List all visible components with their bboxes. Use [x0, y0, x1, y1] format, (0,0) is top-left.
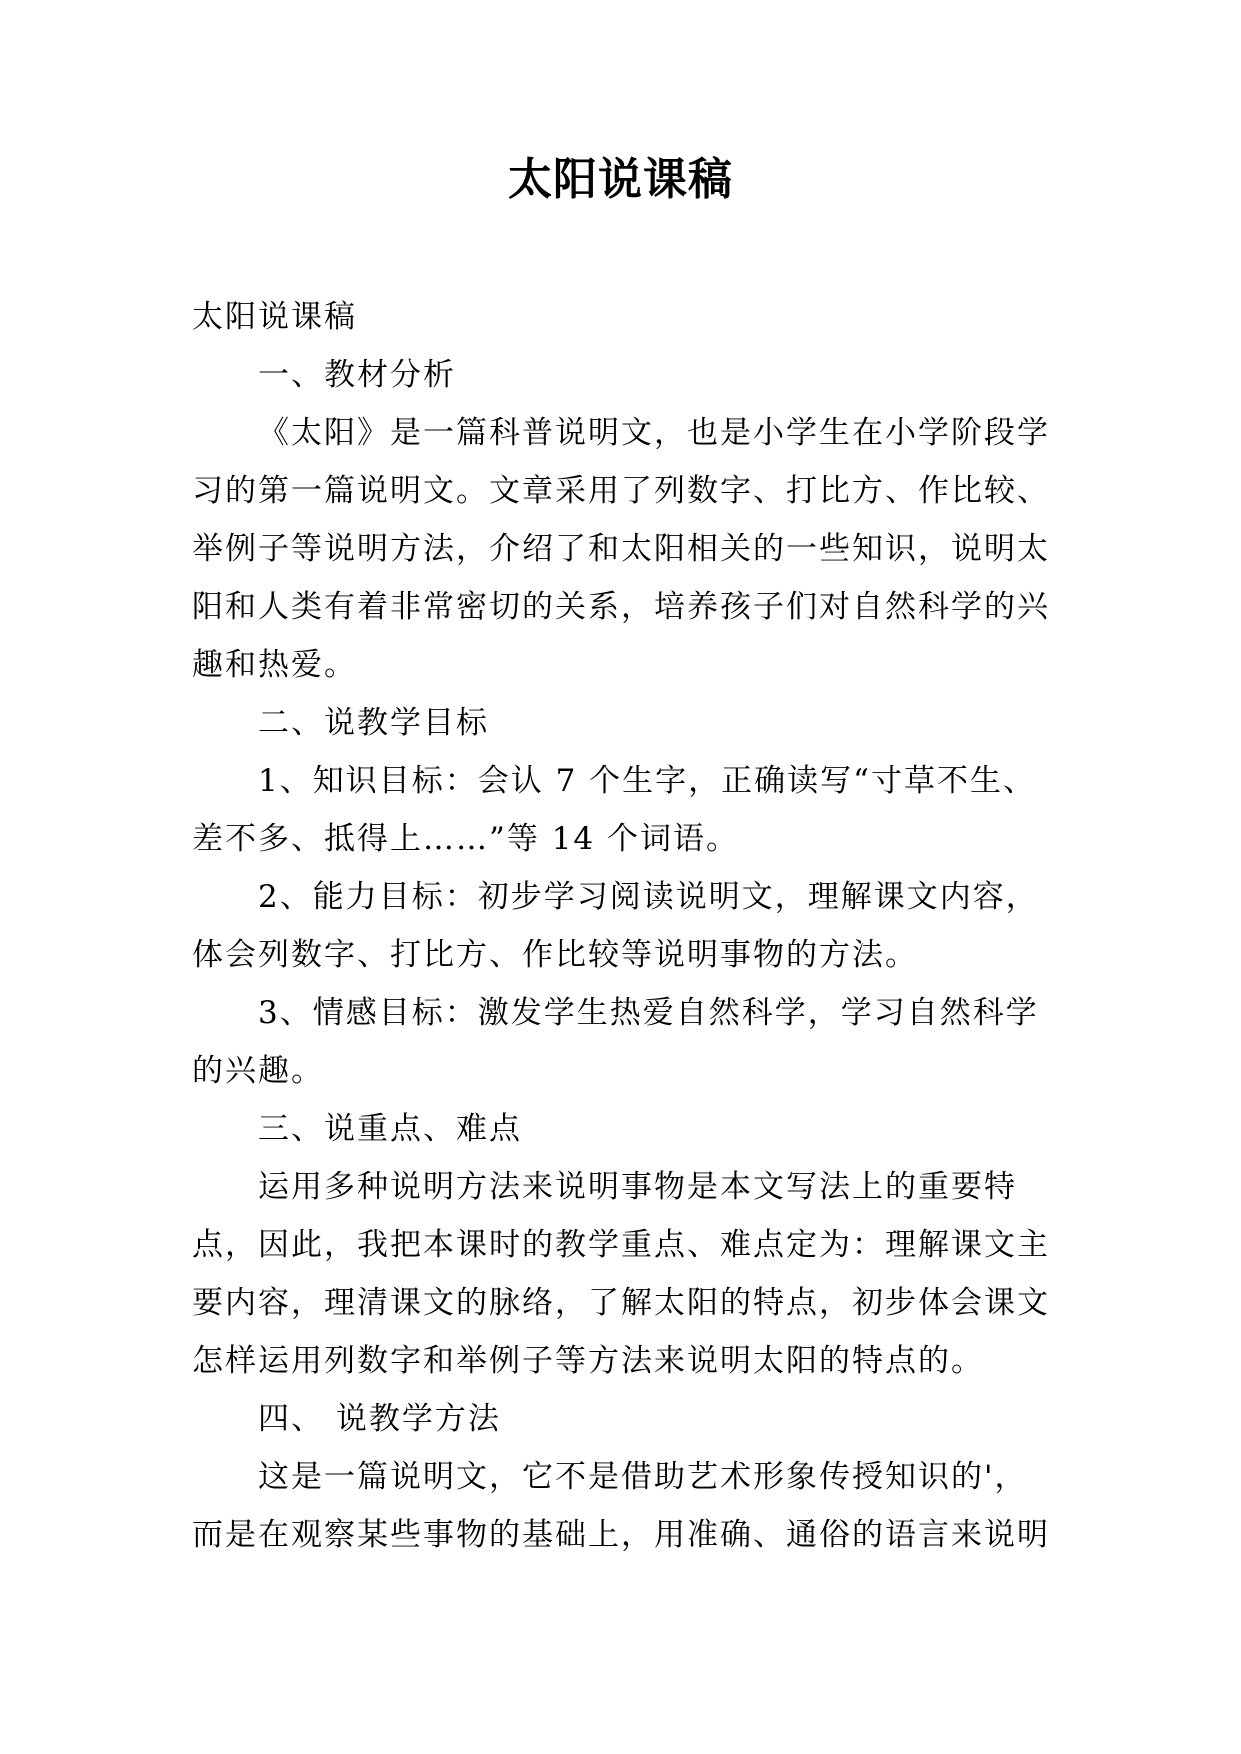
section-heading-4: 四、 说教学方法 [258, 1401, 501, 1437]
paragraph-line: 差不多、抵得上……”等 14 个词语。 [192, 821, 740, 857]
paragraph-line: 体会列数字、打比方、作比较等说明事物的方法。 [192, 937, 918, 973]
document-body [192, 288, 1072, 1564]
paragraph-line: 2、能力目标：初步学习阅读说明文，理解课文内容， [258, 879, 1039, 915]
paragraph-line: 1、知识目标：会认 7 个生字，正确读写“寸草不生、 [258, 763, 1037, 799]
section-heading-2: 二、说教学目标 [258, 705, 489, 741]
paragraph-line: 阳和人类有着非常密切的关系，培养孩子们对自然科学的兴 [192, 589, 1050, 625]
paragraph-line: 而是在观察某些事物的基础上，用准确、通俗的语言来说明 [192, 1517, 1050, 1553]
paragraph-line: 举例子等说明方法，介绍了和太阳相关的一些知识，说明太 [192, 531, 1050, 567]
paragraph-line: 怎样运用列数字和举例子等方法来说明太阳的特点的。 [192, 1343, 984, 1379]
section-heading-3: 三、说重点、难点 [258, 1111, 522, 1147]
paragraph-line: 趣和热爱。 [192, 647, 357, 683]
document-title: 太阳说课稿 [508, 154, 733, 205]
paragraph-line: 习的第一篇说明文。文章采用了列数字、打比方、作比较、 [192, 473, 1050, 509]
paragraph-line: 要内容，理清课文的脉络，了解太阳的特点，初步体会课文 [192, 1285, 1050, 1321]
paragraph-line: 点，因此，我把本课时的教学重点、难点定为：理解课文主 [192, 1227, 1050, 1263]
section-heading-1: 一、教材分析 [258, 357, 456, 393]
paragraph-line: 的兴趣。 [192, 1053, 324, 1089]
subtitle-line: 太阳说课稿 [192, 299, 357, 335]
paragraph-line: 运用多种说明方法来说明事物是本文写法上的重要特 [258, 1169, 1017, 1205]
paragraph-line: 3、情感目标：激发学生热爱自然科学，学习自然科学 [258, 995, 1039, 1031]
paragraph-line: 这是一篇说明文，它不是借助艺术形象传授知识的'， [258, 1459, 1028, 1495]
paragraph-line: 《太阳》是一篇科普说明文，也是小学生在小学阶段学 [258, 415, 1050, 451]
